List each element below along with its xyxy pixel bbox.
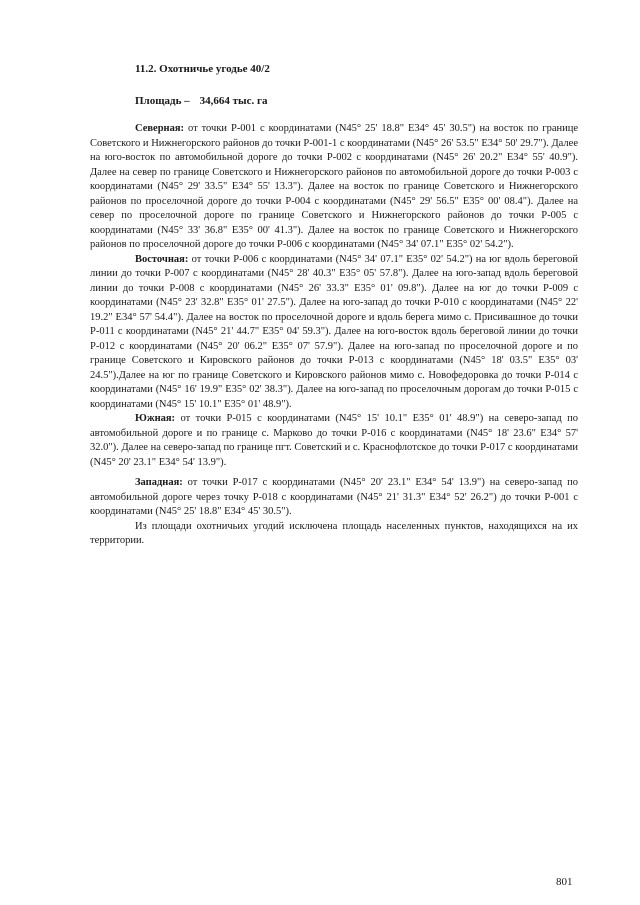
- east-border-label: Восточная:: [135, 253, 189, 265]
- closing-paragraph: Из площади охотничьих угодий исключена площадь населенных пунктов, находящихся на их территории.: [90, 520, 578, 546]
- west-border-text: от точки P-017 с координатами (N45° 20' 23.1" E34° 54' 13.9") на северо-запад по автомобильной дороге через точку P-018 с координатами (N45° 21' 31.3" E34° 52' 26.2") до точки P-001 с координатами (N45° 25' 18.8" E34° 45' 30.5").: [90, 477, 578, 517]
- area-line: [135, 94, 578, 108]
- document-page: [90, 62, 578, 549]
- south-border-label: Южная:: [135, 413, 176, 424]
- east-border-text: от точки P-006 с координатами (N45° 34' 07.1" E35° 02' 54.2") на юг вдоль береговой линии до точки P-007 с координатами (N45° 28' 40.3" E35° 05' 57.8"). Далее на юго-запад вдоль береговой линии до точки P-008 с координатами (N45° 26' 33.3" E35° 01' 09.8"). Далее на юг до точки P-009 с координатами (N45° 23' 32.8" E35° 01' 27.5"). Далее на юго-запад до точки P-010 с координатами (N45° 22' 19.2" E34° 57' 54.4"). Далее на восток по проселочной дороге и вдоль берега мимо с. Присивашное до точки P-011 с координатами (N45° 21' 44.7" E35° 04' 59.3"). Далее на юго-восток вдоль береговой линии до точки P-012 с координатами (N45° 20' 06.2" E35° 07' 57.9"). Далее на юго-запад по проселочной дороге и по границе Советского и Кировского районов до точки P-013 с координатами (N45° 18' 03.5" E35° 03' 24.5").Далее на юг по границе Советского и Кировского районов мимо с. Новофедоровка до точки P-014 с координатами (N45° 16' 19.9" E35° 02' 38.3"). Далее на юго-запад по проселочным дорогам до точки P-015 с координатами (N45° 15' 10.1" E35° 01' 48.9").: [90, 253, 579, 410]
- area-label: Площадь –: [135, 95, 190, 107]
- north-border-text: от точки P-001 с координатами (N45° 25' 18.8" E34° 45' 30.5") на восток по границе Советского и Нижнегорского районов до точки P-001-1 с координатами (N45° 26' 53.5" E34° 50' 29.7"). Далее на юго-восток по автомобильной дороге до точки P-002 с координатами (N45° 26' 20.2" E34° 55' 40.9"). Далее на север по границе Советского и Нижнегорского районов по автомобильной дороге до точки P-003 с координатами (N45° 29' 33.5" E34° 55' 13.3"). Далее на восток по границе Советского и Нижнегорского районов по проселочной дороге до точки P-004 с координатами (N45° 29' 56.5" E35° 00' 08.4"). Далее на север по проселочной дороге по границе Советского и Нижнегорского районов до точки P-005 с координатами (N45° 33' 36.8" E35° 00' 41.3"). Далее на восток по границе Советского и Нижнегорского районов по проселочной дороге до точки P-006 с координатами (N45° 34' 07.1" E35° 02' 54.2").: [90, 123, 578, 250]
- east-border-paragraph: [90, 253, 578, 413]
- west-border-label: Западная:: [135, 477, 183, 488]
- west-border-paragraph: [90, 476, 578, 520]
- south-border-text: от точки P-015 с координатами (N45° 15' 10.1" E35° 01' 48.9") на северо-запад по автомобильной дороге и по границе с. Марково до точки P-016 с координатами (N45° 18' 23.6" E34° 57' 32.0"). Далее на северо-запад по границе пгт. Советский и с. Краснофлотское до точки P-017 с координатами (N45° 20' 23.1" E34° 54' 13.9").: [90, 413, 578, 468]
- south-border-paragraph: [90, 412, 578, 470]
- page-number: 801: [556, 876, 573, 888]
- north-border-paragraph: [90, 122, 578, 253]
- north-border-label: Северная:: [135, 123, 185, 134]
- area-value: 34,664 тыс. га: [199, 95, 268, 107]
- section-heading: 11.2. Охотничье угодье 40/2: [135, 63, 270, 75]
